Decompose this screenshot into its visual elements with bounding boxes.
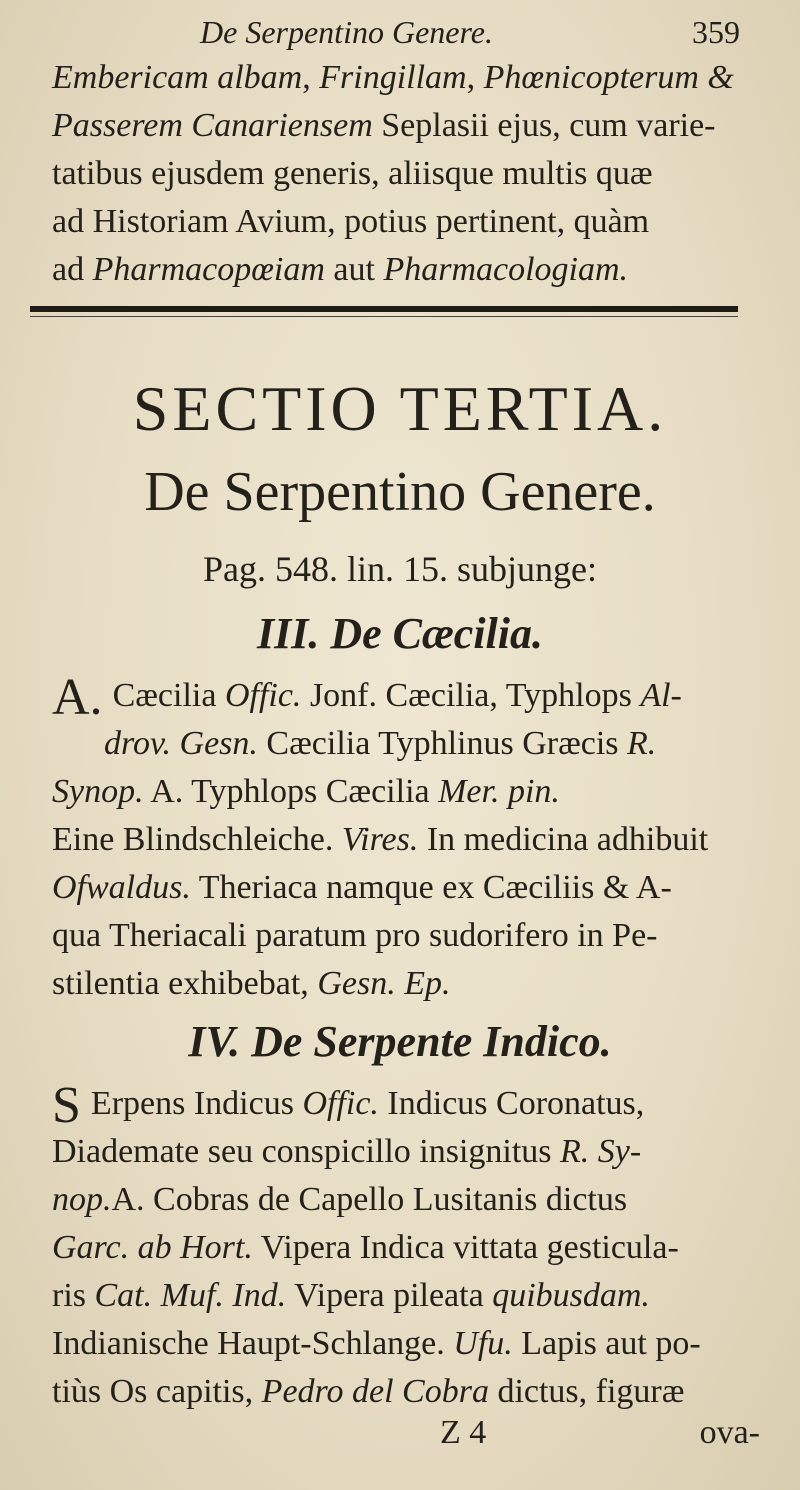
text-line: stilentia exhibebat, Gesn. Ep.: [52, 965, 451, 1002]
paragraph-serpens-indicus: [52, 1077, 760, 1416]
section-subtitle: De Serpentino Genere.: [144, 461, 656, 523]
text-line: tiùs Os capitis, Pedro del Cobra dictus, figuræ: [52, 1373, 685, 1410]
text-line: ris Cat. Muf. Ind. Vipera pileata quibusdam.: [52, 1277, 650, 1314]
signature-mark: Z 4: [440, 1414, 487, 1451]
text-line: drov. Gesn. Cæcilia Typhlinus Græcis R.: [104, 725, 657, 762]
section-rule-thick: [30, 306, 738, 312]
initial-letter: S: [52, 1077, 81, 1134]
intro-line: ad Historiam Avium, potius pertinent, quàm: [52, 203, 650, 240]
editorial-note: Pag. 548. lin. 15. subjunge:: [203, 549, 597, 589]
text-line: Diademate seu conspicillo insignitus R. Sy-: [52, 1133, 642, 1170]
page-number: 359: [692, 14, 740, 50]
intro-line: Passerem Canariensem Seplasii ejus, cum varie-: [52, 107, 716, 144]
intro-line: Embericam albam, Fringillam, Phœnicopterum &: [52, 59, 734, 96]
chapter-heading-caecilia: III. De Cæcilia.: [257, 609, 543, 658]
page-footer: [0, 1414, 800, 1462]
text-line: qua Theriacali paratum pro sudorifero in Pe-: [52, 917, 658, 954]
section-title: SECTIO TERTIA.: [132, 373, 668, 444]
chapter-heading-serpens-indicus: IV. De Serpente Indico.: [188, 1017, 612, 1066]
intro-line: ad Pharmacopœiam aut Pharmacologiam.: [52, 251, 629, 288]
text-line: Eine Blindschleiche. Vires. In medicina adhibuit: [52, 821, 709, 858]
section-rule-thin: [30, 316, 738, 317]
intro-line: tatibus ejusdem generis, aliisque multis quæ: [52, 155, 653, 192]
paragraph-caecilia: [52, 669, 760, 1008]
initial-letter: A.: [52, 669, 103, 726]
text-line: Indianische Haupt-Schlange. Ufu. Lapis aut po-: [52, 1325, 701, 1362]
text-line: Garc. ab Hort. Vipera Indica vittata gesticula-: [52, 1229, 679, 1266]
running-header: [200, 14, 740, 54]
text-line: Ofwaldus. Theriaca namque ex Cæciliis & A-: [52, 869, 672, 906]
text-line: nop.A. Cobras de Capello Lusitanis dictus: [52, 1181, 628, 1218]
text-line: Erpens Indicus Offic. Indicus Coronatus,: [90, 1085, 645, 1122]
text-line: Cæcilia Offic. Jonf. Cæcilia, Typhlops Al-: [112, 677, 682, 714]
running-title: De Serpentino Genere.: [200, 14, 493, 50]
catchword: ova-: [699, 1414, 760, 1451]
text-line: Synop. A. Typhlops Cæcilia Mer. pin.: [52, 773, 560, 810]
intro-paragraph: [52, 54, 750, 294]
